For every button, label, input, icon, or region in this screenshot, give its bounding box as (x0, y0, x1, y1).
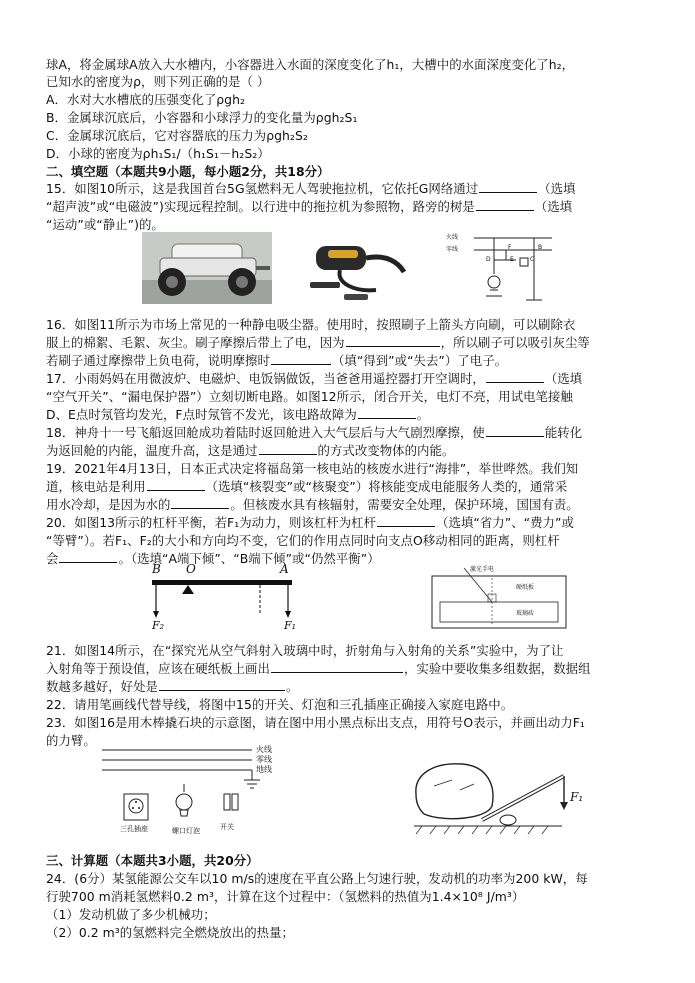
q24-line1: 24．(6分）某氢能源公交车以10 m/s的速度在平直公路上匀速行驶，发动机的功率为200 kW，每 (46, 871, 588, 886)
figure-10-tractor-photo (142, 232, 272, 304)
q15-text-2: “超声波”或“电磁波”)实现远程控制。以行进中的拖拉机为参照物，路旁的树是 (46, 199, 475, 214)
q19-text-4: 。但核废水具有核辐射，需要安全处理，保护环境，国国有责。 (230, 497, 579, 512)
figure-11-vacuum-photo (306, 232, 410, 304)
q18-line2 (46, 442, 661, 460)
q21-blank-2[interactable] (159, 678, 285, 691)
q18-text: 18．神舟十一号飞船返回舱成功着陆时返回舱进入大气层后与大气剧烈摩擦，使 (46, 425, 485, 440)
q16-blank-1[interactable] (346, 334, 440, 347)
q14-option-d: D．小球的密度为ρh₁S₁/（h₁S₁－h₂S₂） (46, 146, 270, 161)
fig12-label-e: E (510, 256, 514, 263)
refraction-svg (430, 564, 570, 630)
q24-line2: 行驶700 m消耗氢燃料0.2 m³，计算在这个过程中：（氢燃料的热值为1.4×10⁸ J/m³） (46, 889, 525, 904)
q24-sub2: （2）0.2 m³的氢燃料完全燃烧放出的热量； (46, 925, 294, 940)
q15-line3: “运动”或“静止”)的。 (46, 217, 164, 232)
q21-text: 入射角等于预设值，应该在硬纸板上画出 (46, 661, 270, 676)
fig12-live-label: 火线 (446, 234, 459, 241)
tractor-illustration (142, 232, 272, 304)
q20-text-3: 会 (46, 551, 59, 566)
q15-line2 (46, 198, 661, 216)
q17-text-3: D、E点时氖管均发光，F点时氖管不发光，该电路故障为 (46, 407, 357, 422)
fig16-f1-label: F₁ (570, 790, 584, 804)
q16-hint: （填“得到”或“失去”）了电子。 (331, 353, 508, 368)
q17-text: 17．小雨妈妈在用微波炉、电磁炉、电饭锅做饭，当爸爸用遥控器打开空调时， (46, 371, 485, 386)
q14-option-a: A．水对大水槽底的压强变化了ρgh₂ (46, 92, 246, 107)
section-title-calculation: 三、计算题（本题共3小题，共20分） (46, 853, 259, 868)
fig12-neutral-label: 零线 (446, 246, 459, 253)
q20-text: 20．如图13所示的杠杆平衡，若F₁为动力，则该杠杆为杠杆 (46, 515, 377, 530)
q20-hint-2: 。（选填“A端下倾”、“B端下倾”或“仍然平衡”） (118, 551, 380, 566)
q17-blank-2[interactable] (358, 406, 416, 419)
fig14-glass-label: 玻璃砖 (516, 610, 535, 617)
figure-16-lever-rock (412, 750, 612, 840)
fig15-neutral-label: 零线 (256, 755, 272, 764)
fig13-label-b: B (152, 562, 161, 576)
fig14-board-label: 硬纸板 (516, 584, 535, 591)
figure-12-circuit-diagram (446, 230, 556, 304)
q17-hint: （选填 (544, 371, 583, 386)
q21-text-3: 数越多越好，好处是 (46, 679, 158, 694)
q20-blank-1[interactable] (377, 514, 435, 527)
q18-line1 (46, 424, 661, 442)
q21-line3 (46, 678, 661, 696)
q21-text-2: ，实验中要收集多组数据，数据组 (403, 661, 591, 676)
q16-text-2: ，所以刷子可以吸引灰尘等 (440, 335, 590, 350)
q19-blank-1[interactable] (147, 478, 205, 491)
fig13-label-a: A (280, 562, 289, 576)
q17-line3 (46, 406, 661, 424)
q16-text: 服上的棉絮、毛絮、灰尘。刷子摩擦后带上了电，因为 (46, 335, 345, 350)
q22-line: 22．请用笔画线代替导线，将图中15的开关、灯泡和三孔插座正确接入家庭电路中。 (46, 697, 514, 712)
q15-blank-2[interactable] (476, 198, 534, 211)
q18-text-2: 能转化 (544, 425, 583, 440)
q16-line2 (46, 334, 661, 352)
q14-option-c: C．金属球沉底后，它对容器底的压力为ρgh₂S₂ (46, 128, 308, 143)
fig15-ground-label: 地线 (256, 765, 272, 774)
q17-blank-1[interactable] (486, 370, 544, 383)
q18-blank-1[interactable] (486, 424, 544, 437)
q17-period: 。 (416, 407, 430, 422)
q20-line2: “等臂”）。若F₁、F₂的大小和方向均不变，它们的作用点同时向支点O移动相同的距离，则杠杆 (46, 533, 560, 548)
q14-option-b: B．金属球沉底后，小容器和小球浮力的变化量为ρgh₂S₁ (46, 110, 358, 125)
q16-blank-2[interactable] (271, 352, 331, 365)
q16-line3 (46, 352, 661, 370)
q14-text-line1: 球A，将金属球A放入大水槽内，小容器进入水面的深度变化了h₁，大槽中的水面深度变化了h₂， (46, 57, 575, 72)
q21-blank-1[interactable] (271, 660, 403, 673)
fig12-label-f: F (508, 244, 512, 251)
q19-text-2: （选填“核裂变”或“核聚变”）将核能变成电能服务人类的，通常采 (205, 479, 568, 494)
q19-text-3: 用水冷却，是因为水的 (46, 497, 171, 512)
fig15-socket-label: 三孔插座 (120, 825, 148, 833)
q15-hint-2: （选填 (534, 199, 573, 214)
q15-text: 15．如图10所示，这是我国首台5G氢燃料无人驾驶拖拉机，它依托G网络通过 (46, 181, 479, 196)
fig14-laser-label: 激光手电 (470, 566, 495, 573)
fig12-label-b: B (538, 244, 543, 251)
q16-line1: 16．如图11所示为市场上常见的一种静电吸尘器。使用时，按照刷子上箭头方向刷，可以刷除衣 (46, 317, 576, 332)
q19-line2 (46, 478, 661, 496)
fig15-bulb-label: 螺口灯泡 (172, 827, 200, 835)
q24-sub1: （1）发动机做了多少机械功； (46, 907, 216, 922)
section-title-fill-in: 二、填空题（本题共9小题，每小题2分，共18分） (46, 164, 330, 179)
q17-line2: “空气开关”、“漏电保护器”）立刻切断电路。如图12所示，闭合开关，电灯不亮，用试电笔接触 (46, 389, 573, 404)
circuit-svg (446, 230, 556, 304)
q20-hint: （选填“省力”、“费力”或 (436, 515, 574, 530)
vacuum-illustration (306, 232, 410, 304)
fig13-label-f1: F₁ (284, 619, 297, 632)
q18-text-4: 的方式改变物体的内能。 (317, 443, 455, 458)
q21-line2 (46, 660, 661, 678)
q19-blank-2[interactable] (171, 496, 229, 509)
q19-line3 (46, 496, 661, 514)
q14-text-line2: 已知水的密度为ρ，则下列正确的是（ ） (46, 74, 270, 89)
q21-period: 。 (285, 679, 299, 694)
fig15-switch-label: 开关 (220, 823, 234, 831)
q15-hint: （选填 (538, 181, 576, 196)
q16-text-3: 若刷子通过摩擦带上负电荷，说明摩擦时 (46, 353, 270, 368)
q19-line1: 19．2021年4月13日，日本正式决定将福岛第一核电站的核废水进行“海排”，举世哗然。我们知 (46, 461, 579, 476)
fig15-live-label: 火线 (256, 745, 272, 754)
fig13-label-o: O (186, 562, 196, 576)
q15-blank-1[interactable] (479, 180, 537, 193)
q20-line1 (46, 514, 661, 532)
q19-text: 道，核电站是利用 (46, 479, 146, 494)
q15-line1 (46, 180, 661, 198)
q23-line1: 23．如图16是用木棒撬石块的示意图，请在图中用小黑点标出支点，用符号O表示，并画出动力F₁ (46, 715, 585, 730)
q17-line1 (46, 370, 661, 388)
q21-line1: 21．如图14所示，在“探究光从空气斜射入玻璃中时，折射角与入射角的关系”实验中，为了让 (46, 643, 564, 658)
fig12-label-c: C (530, 256, 535, 263)
fig13-label-f2: F₂ (152, 619, 165, 632)
q18-blank-2[interactable] (259, 442, 317, 455)
figure-13-lever-diagram (144, 562, 314, 634)
q20-blank-2[interactable] (59, 550, 117, 563)
q23-line2: 的力臂。 (46, 733, 96, 748)
fig12-label-d: D (486, 256, 491, 263)
figure-14-refraction-diagram (430, 564, 570, 630)
figure-15-household-circuit (100, 744, 300, 840)
q18-text-3: 为返回舱的内能，温度升高，这是通过 (46, 443, 258, 458)
